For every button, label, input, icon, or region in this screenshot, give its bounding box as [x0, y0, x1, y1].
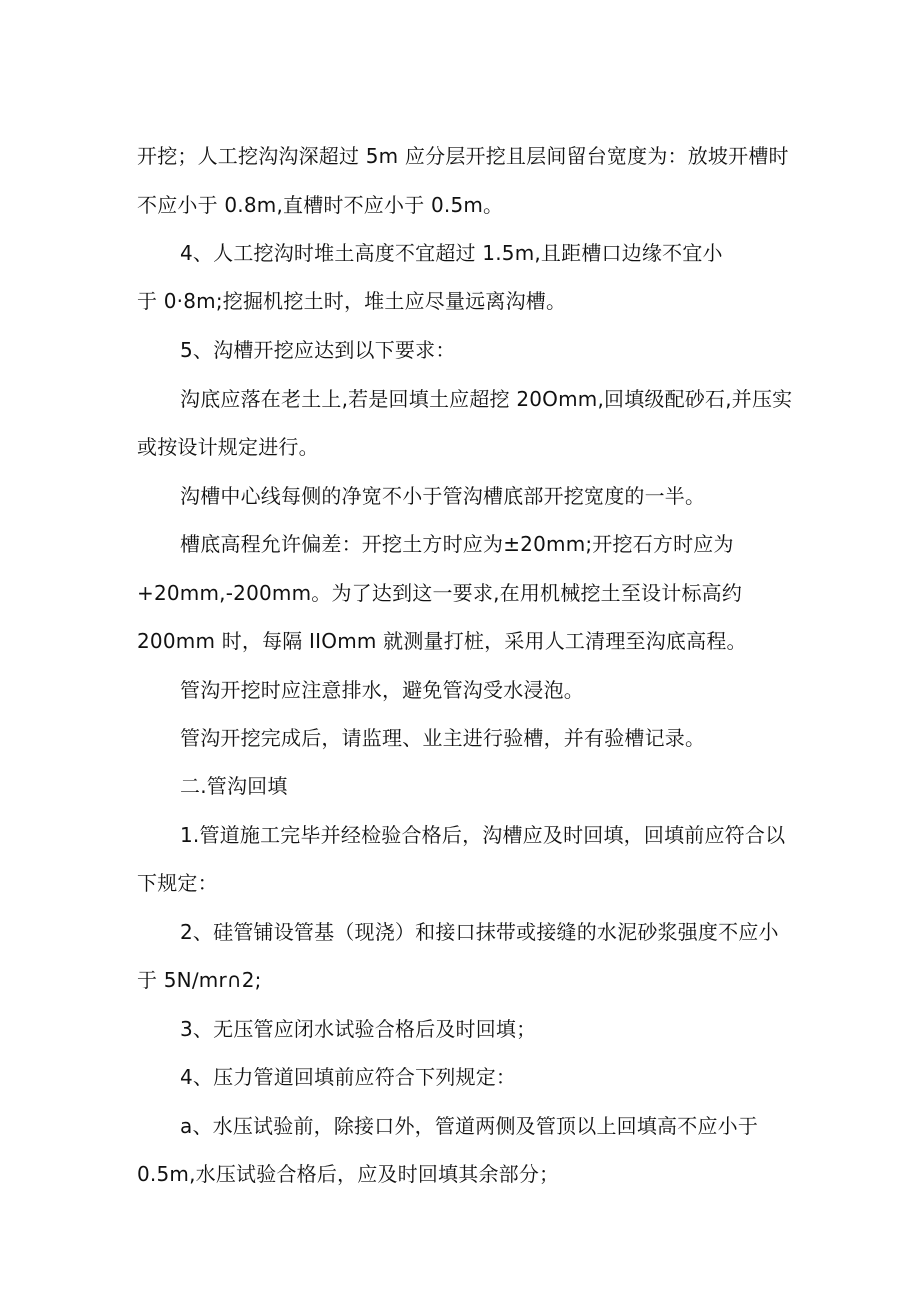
text-line: 5、沟槽开挖应达到以下要求：: [180, 338, 456, 362]
section-heading: 二.管沟回填: [180, 774, 288, 798]
text-line: 0.5m,水压试验合格后，应及时回填其余部分；: [137, 1162, 560, 1186]
text-line: 于 5N∕mr∩2;: [137, 968, 262, 992]
text-line: 1.管道施工完毕并经检验合格后，沟槽应及时回填，回填前应符合以: [180, 823, 786, 847]
text-line: 下规定：: [137, 871, 218, 895]
text-line: 2、硅管铺设管基（现浇）和接口抹带或接缝的水泥砂浆强度不应小: [180, 920, 779, 944]
text-line: 开挖；人工挖沟沟深超过 5m 应分层开挖且层间留台宽度为：放坡开槽时: [137, 144, 789, 168]
text-line: 沟底应落在老土上,若是回填土应超挖 20Omm,回填级配砂石,并压实: [180, 387, 793, 411]
text-line: 或按设计规定进行。: [137, 435, 319, 459]
text-line: a、水压试验前，除接口外，管道两侧及管顶以上回填高不应小于: [180, 1114, 759, 1138]
text-line: 4、人工挖沟时堆土高度不宜超过 1.5m,且距槽口边缘不宜小: [180, 241, 723, 265]
text-line: 于 0·8m;挖掘机挖土时，堆土应尽量远离沟槽。: [137, 289, 567, 313]
text-line: 不应小于 0.8m,直槽时不应小于 0.5m。: [137, 193, 504, 217]
text-line: 4、压力管道回填前应符合下列规定：: [180, 1065, 517, 1089]
text-line: 管沟开挖时应注意排水，避免管沟受水浸泡。: [180, 678, 584, 702]
text-line: +20mm,-200mm。为了达到这一要求,在用机械挖土至设计标高约: [137, 581, 743, 605]
text-line: 200mm 时，每隔 IIOmm 就测量打桩，采用人工清理至沟底高程。: [137, 629, 747, 653]
text-line: 槽底高程允许偏差：开挖土方时应为±20mm;开挖石方时应为: [180, 532, 734, 556]
text-line: 沟槽中心线每侧的净宽不小于管沟槽底部开挖宽度的一半。: [180, 484, 706, 508]
text-line: 管沟开挖完成后，请监理、业主进行验槽，并有验槽记录。: [180, 726, 706, 750]
text-line: 3、无压管应闭水试验合格后及时回填；: [180, 1017, 537, 1041]
